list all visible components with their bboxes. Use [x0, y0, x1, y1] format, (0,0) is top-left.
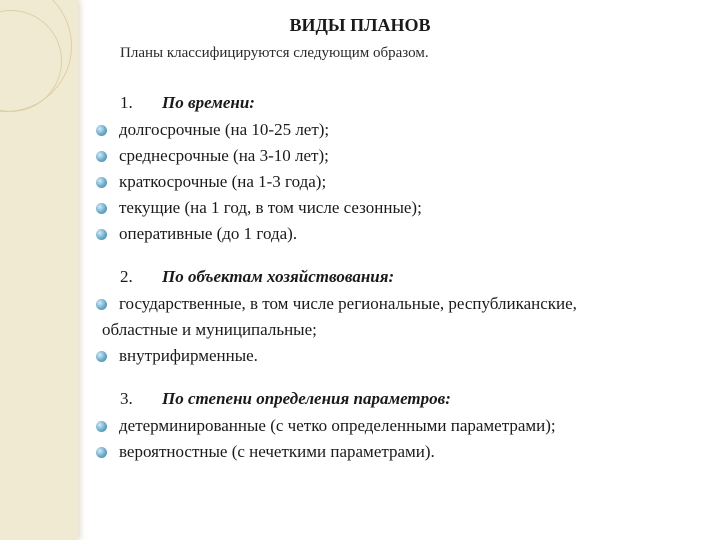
bullet-list — [96, 291, 680, 369]
bullet-icon — [96, 351, 107, 362]
section-number: 1. — [120, 93, 133, 112]
list-item: государственные, в том числе региональные, республиканские, областные и муниципальные; — [96, 291, 680, 343]
list-item-continuation: областные и муниципальные; — [102, 320, 317, 339]
section-number: 2. — [120, 267, 133, 286]
bullet-icon — [96, 151, 107, 162]
section-label: По объектам хозяйствования: — [162, 267, 395, 286]
list-item: вероятностные (с нечеткими параметрами). — [96, 439, 680, 465]
bullet-icon — [96, 421, 107, 432]
bullet-list — [96, 117, 680, 247]
list-item: внутрифирменные. — [96, 343, 680, 369]
list-item: оперативные (до 1 года). — [96, 221, 680, 247]
bullet-icon — [96, 177, 107, 188]
list-item: текущие (на 1 год, в том числе сезонные); — [96, 195, 680, 221]
bullet-icon — [96, 125, 107, 136]
section-number: 3. — [120, 389, 133, 408]
section-label: По времени: — [162, 93, 255, 112]
list-item: среднесрочные (на 3-10 лет); — [96, 143, 680, 169]
bullet-icon — [96, 203, 107, 214]
list-item: детерминированные (с четко определенными параметрами); — [96, 413, 680, 439]
list-item: краткосрочные (на 1-3 года); — [96, 169, 680, 195]
section-heading — [120, 93, 255, 113]
section-heading — [120, 389, 451, 409]
list-item: долгосрочные (на 10-25 лет); — [96, 117, 680, 143]
decorative-side-panel — [0, 0, 78, 540]
bullet-list — [96, 413, 680, 465]
bullet-icon — [96, 447, 107, 458]
intro-text: Планы классифицируются следующим образом. — [120, 45, 429, 61]
section-heading — [120, 267, 394, 287]
section-label: По степени определения параметров: — [162, 389, 451, 408]
slide-title: ВИДЫ ПЛАНОВ — [289, 15, 431, 35]
bullet-icon — [96, 229, 107, 240]
bullet-icon — [96, 299, 107, 310]
